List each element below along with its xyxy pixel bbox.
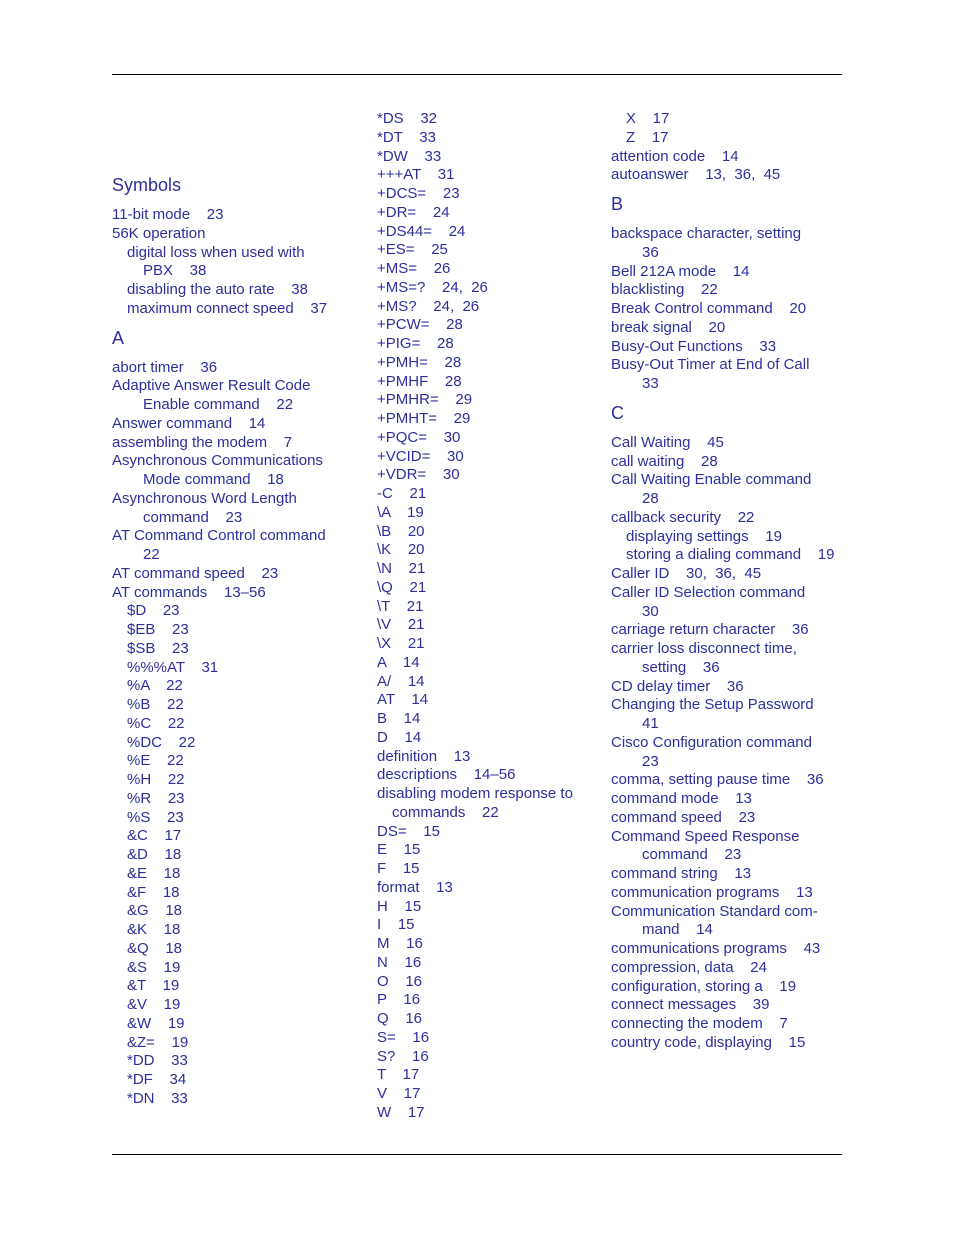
index-entry: attention code 14	[611, 147, 739, 165]
index-entry: DS= 15	[377, 822, 440, 840]
index-entry: Busy-Out Timer at End of Call	[611, 356, 810, 374]
index-entry: assembling the modem 7	[112, 433, 293, 451]
index-entry: Q 16	[377, 1010, 423, 1027]
index-entry: communications programs 43	[611, 940, 821, 957]
index-subentry: %C 22	[127, 714, 185, 732]
index-entry: E 15	[377, 841, 421, 859]
index-entry: T 17	[377, 1066, 420, 1084]
index-entry: backspace character, setting	[611, 225, 802, 242]
index-entry: autoanswer 13, 36, 45	[611, 166, 781, 184]
index-entry: callback security 22	[611, 508, 755, 526]
index-entry: +MS= 26	[377, 260, 451, 277]
index-entry: definition 13	[377, 747, 471, 765]
index-entry: A/ 14	[377, 672, 425, 690]
index-entry: +ES= 25	[377, 241, 448, 259]
index-subentry: digital loss when used with	[127, 243, 305, 261]
index-entry: A 14	[377, 653, 420, 671]
index-subentry: *DN 33	[127, 1089, 188, 1107]
index-entry: \X 21	[377, 635, 425, 652]
index-entry: F 15	[377, 860, 420, 877]
top-rule	[112, 74, 842, 75]
index-entry: +DCS= 23	[377, 185, 460, 202]
index-entry: Cisco Configuration command	[611, 733, 812, 751]
index-entry: Communication Standard com-	[611, 902, 818, 920]
index-entry: \T 21	[377, 597, 424, 615]
index-entry: country code, displaying 15	[611, 1033, 806, 1051]
index-entry: Answer command 14	[112, 414, 266, 432]
index-entry: connect messages 39	[611, 996, 770, 1014]
index-subentry: %A 22	[127, 677, 183, 695]
index-entry: command string 13	[611, 865, 752, 882]
index-entry: +MS=? 24, 26	[377, 278, 488, 296]
index-subentry: %B 22	[127, 696, 184, 713]
index-entry: carrier loss disconnect time,	[611, 640, 797, 657]
bottom-rule	[112, 1154, 842, 1155]
index-subentry: %E 22	[127, 752, 184, 770]
index-subentry: &S 19	[127, 958, 181, 976]
index-section-heading: A	[112, 327, 125, 348]
index-entry-continuation: 28	[642, 490, 659, 507]
index-subentry: Z 17	[626, 128, 669, 146]
index-entry-continuation: PBX 38	[143, 262, 207, 280]
index-entry: carriage return character 36	[611, 621, 809, 639]
index-subentry: *DF 34	[127, 1071, 187, 1088]
index-subentry: %S 23	[127, 808, 184, 826]
index-entry: *DT 33	[377, 128, 436, 146]
index-subentry: &Q 18	[127, 939, 183, 957]
index-subentry: &F 18	[127, 883, 180, 901]
index-entry: Command Speed Response	[611, 827, 800, 845]
index-entry: +VDR= 30	[377, 466, 460, 484]
index-section-heading: Symbols	[112, 175, 182, 195]
index-entry: W 17	[377, 1103, 425, 1121]
index-entry: \V 21	[377, 616, 425, 634]
index-entry: AT 14	[377, 691, 429, 709]
index-entry: AT command speed 23	[112, 564, 279, 582]
index-entry-continuation: Enable command 22	[143, 396, 294, 413]
index-subentry: disabling the auto rate 38	[127, 281, 308, 298]
index-column-2	[377, 110, 597, 1123]
index-entry: Call Waiting Enable command	[611, 471, 812, 489]
index-entry: communication programs 13	[611, 883, 813, 901]
index-entry: blacklisting 22	[611, 281, 718, 299]
index-entry: Adaptive Answer Result Code	[112, 377, 311, 395]
index-subentry: &V 19	[127, 996, 181, 1013]
index-entry: D 14	[377, 728, 422, 746]
index-entry: Asynchronous Communications	[112, 452, 323, 470]
index-entry: \N 21	[377, 560, 426, 577]
index-entry: command mode 13	[611, 790, 752, 807]
index-entry: +PMHR= 29	[377, 391, 473, 409]
index-entry: +PCW= 28	[377, 316, 463, 334]
index-entry-continuation: 33	[642, 375, 659, 392]
index-entry: +DS44= 24	[377, 222, 466, 240]
index-entry: Call Waiting 45	[611, 433, 724, 451]
index-entry: call waiting 28	[611, 452, 718, 470]
index-entry: +PMHT= 29	[377, 410, 471, 427]
index-entry: -C 21	[377, 485, 427, 502]
index-entry: descriptions 14–56	[377, 766, 516, 784]
index-entry: \A 19	[377, 503, 424, 521]
index-entry: +PIG= 28	[377, 335, 454, 352]
index-entry-continuation: command 23	[642, 846, 742, 864]
index-entry: S? 16	[377, 1047, 429, 1065]
index-entry: compression, data 24	[611, 958, 767, 976]
index-entry: AT commands 13–56	[112, 583, 266, 601]
index-subentry: %DC 22	[127, 733, 196, 751]
index-column-1	[112, 174, 352, 1109]
index-entry: *DS 32	[377, 110, 438, 127]
index-entry-continuation: 22	[143, 546, 160, 563]
index-entry: M 16	[377, 935, 423, 952]
index-subentry: %R 23	[127, 789, 185, 807]
index-entry: \Q 21	[377, 578, 427, 596]
index-entry: \K 20	[377, 541, 425, 559]
index-entry: I 15	[377, 916, 415, 934]
index-entry: O 16	[377, 972, 423, 990]
index-subentry: %%%AT 31	[127, 658, 219, 676]
index-subentry: &W 19	[127, 1014, 185, 1032]
index-entry-continuation: 36	[642, 243, 659, 261]
index-entry: +PQC= 30	[377, 428, 461, 446]
index-entry: Asynchronous Word Length	[112, 489, 297, 507]
index-entry: +PMH= 28	[377, 353, 462, 371]
index-entry: Bell 212A mode 14	[611, 262, 750, 280]
index-entry: connecting the modem 7	[611, 1015, 788, 1032]
index-entry: Break Control command 20	[611, 300, 807, 317]
index-entry: Caller ID 30, 36, 45	[611, 565, 762, 582]
index-subentry: &D 18	[127, 846, 182, 863]
index-subentry: &C 17	[127, 827, 182, 845]
index-entry: CD delay timer 36	[611, 677, 744, 695]
index-entry: Busy-Out Functions 33	[611, 337, 777, 355]
index-subentry: maximum connect speed 37	[127, 299, 328, 317]
index-subentry: &T 19	[127, 977, 180, 995]
index-subentry: X 17	[626, 110, 670, 127]
index-entry: format 13	[377, 878, 453, 896]
index-entry-continuation: setting 36	[642, 658, 720, 676]
index-entry: +++AT 31	[377, 166, 455, 184]
index-entry: 56K operation	[112, 224, 206, 242]
index-column-3	[611, 110, 846, 1053]
index-subentry: displaying settings 19	[626, 527, 782, 545]
index-entry: S= 16	[377, 1028, 430, 1046]
index-entry-continuation: 30	[642, 602, 659, 620]
index-entry: V 17	[377, 1085, 421, 1102]
index-subentry: commands 22	[392, 803, 499, 821]
index-entry: P 16	[377, 991, 421, 1009]
index-subentry: &G 18	[127, 902, 183, 920]
index-section-heading: C	[611, 402, 624, 423]
index-entry: Changing the Setup Password	[611, 696, 814, 714]
index-entry-continuation: 41	[642, 715, 659, 732]
index-subentry: $EB 23	[127, 621, 189, 638]
index-entry: +VCID= 30	[377, 447, 464, 465]
index-entry: break signal 20	[611, 318, 726, 336]
index-entry: *DW 33	[377, 147, 442, 165]
index-entry-continuation: 23	[642, 752, 659, 770]
index-entry: \B 20	[377, 522, 425, 540]
index-entry: H 15	[377, 897, 422, 915]
index-entry: configuration, storing a 19	[611, 977, 797, 995]
index-entry: B 14	[377, 710, 421, 727]
index-entry: +PMHF 28	[377, 372, 462, 390]
index-subentry: $SB 23	[127, 639, 189, 657]
index-subentry: storing a dialing command 19	[626, 546, 835, 564]
index-subentry: &E 18	[127, 864, 181, 882]
index-entry: AT Command Control command	[112, 527, 326, 545]
index-subentry: $D 23	[127, 602, 180, 620]
index-entry: +MS? 24, 26	[377, 297, 480, 315]
index-entry-continuation: Mode command 18	[143, 471, 284, 488]
index-entry: +DR= 24	[377, 203, 450, 221]
index-entry: N 16	[377, 953, 422, 971]
index-subentry: &Z= 19	[127, 1033, 189, 1051]
index-subentry: *DD 33	[127, 1052, 188, 1070]
index-subentry: %H 22	[127, 771, 185, 788]
index-entry: comma, setting pause time 36	[611, 771, 824, 789]
index-entry: disabling modem response to	[377, 785, 573, 802]
index-subentry: &K 18	[127, 921, 181, 938]
index-entry: command speed 23	[611, 808, 756, 826]
index-entry: 11-bit mode 23	[112, 206, 224, 223]
index-entry: Caller ID Selection command	[611, 583, 806, 601]
index-entry-continuation: mand 14	[642, 921, 713, 939]
index-section-heading: B	[611, 194, 624, 214]
index-entry: abort timer 36	[112, 358, 218, 376]
index-entry-continuation: command 23	[143, 508, 243, 526]
